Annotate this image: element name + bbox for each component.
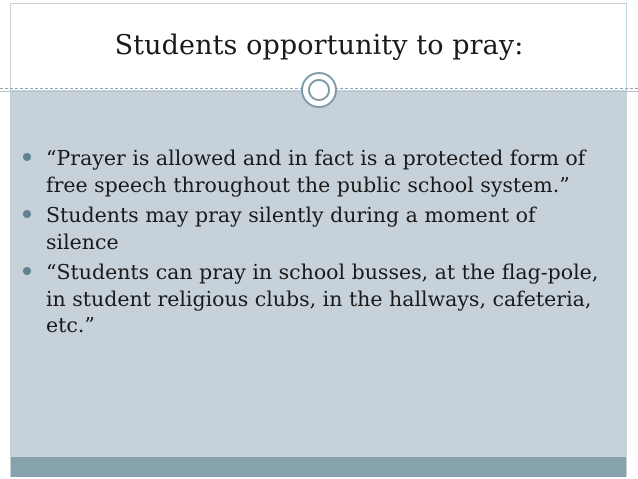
bullet-item: [22, 145, 602, 198]
circle-ornament-inner: [308, 79, 330, 101]
circle-ornament-icon: [301, 72, 337, 108]
bullet-dot-icon: [23, 267, 31, 275]
footer-bar: [11, 457, 626, 477]
bullet-dot-icon: [23, 210, 31, 218]
bullet-text: “Students can pray in school busses, at the flag-pole, in student religious clubs, in the hallways, cafeteria, etc.”: [46, 260, 599, 337]
bullet-text: “Prayer is allowed and in fact is a protected form of free speech throughout the public school system.”: [46, 146, 586, 197]
bullet-text: Students may pray silently during a moment of silence: [46, 203, 536, 254]
slide-title: Students opportunity to pray:: [114, 30, 524, 61]
bullet-item: [22, 202, 602, 255]
bullet-list: [22, 145, 602, 339]
bullet-dot-icon: [23, 153, 31, 161]
bullet-item: [22, 259, 602, 339]
